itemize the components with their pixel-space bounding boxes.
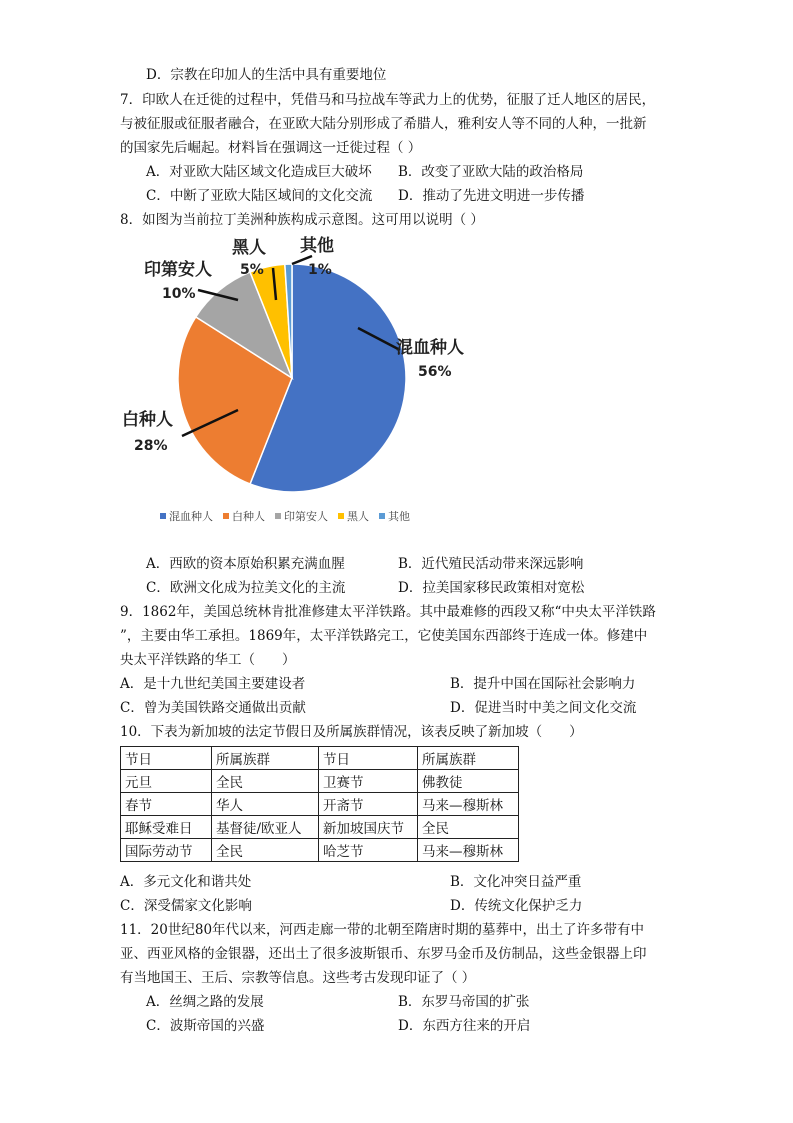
table-cell: 所属族群	[418, 747, 519, 770]
legend-label: 其他	[388, 510, 410, 523]
table-cell: 全民	[212, 839, 319, 862]
q10-option-a[interactable]: A．多元文化和谐共处	[120, 874, 252, 890]
q10-option-c[interactable]: C．深受儒家文化影响	[120, 898, 252, 914]
q9-option-a[interactable]: A．是十九世纪美国主要建设者	[120, 676, 306, 692]
q7-stem-line1: 7．印欧人在迁徙的过程中，凭借马和马拉战车等武力上的优势，征服了迁人地区的居民，	[120, 92, 656, 108]
table-cell: 马来—穆斯林	[418, 793, 519, 816]
pie-pct-black: 5%	[240, 262, 264, 278]
legend-swatch	[338, 513, 344, 519]
pie-label-mixed: 混血种人	[396, 338, 464, 358]
q8-option-b[interactable]: B．近代殖民活动带来深远影响	[398, 556, 584, 572]
table-cell: 节日	[121, 747, 212, 770]
pie-pct-other: 1%	[308, 262, 332, 278]
legend-label: 印第安人	[284, 510, 328, 523]
q7-option-a[interactable]: A．对亚欧大陆区域文化造成巨大破坏	[146, 164, 372, 180]
legend-label: 黑人	[347, 510, 369, 523]
legend-swatch	[379, 513, 385, 519]
pie-label-indian: 印第安人	[144, 260, 212, 280]
q10-option-b[interactable]: B．文化冲突日益严重	[450, 874, 582, 890]
legend-item-indian	[275, 508, 328, 524]
q11-option-a[interactable]: A．丝绸之路的发展	[146, 994, 264, 1010]
festival-table	[120, 746, 519, 862]
q11-stem-line2: 亚、西亚风格的金银器，还出土了很多波斯银币、东罗马金币及仿制品，这些金银器上印	[120, 946, 647, 962]
q11-option-b[interactable]: B．东罗马帝国的扩张	[398, 994, 530, 1010]
pie-label-black: 黑人	[232, 238, 266, 258]
q10-stem-line1: 10．下表为新加坡的法定节假日及所属族群情况，该表反映了新加坡（ ）	[120, 724, 583, 740]
table-cell: 所属族群	[212, 747, 319, 770]
table-row	[121, 839, 519, 862]
q8-stem-line1: 8．如图为当前拉丁美洲种族构成示意图。这可用以说明（ ）	[120, 212, 484, 228]
table-cell: 全民	[418, 816, 519, 839]
q11-stem-line3: 有当地国王、王后、宗教等信息。这些考古发现印证了（ ）	[120, 970, 476, 986]
q7-option-b[interactable]: B．改变了亚欧大陆的政治格局	[398, 164, 584, 180]
table-row	[121, 747, 519, 770]
q9-stem-line3: 央太平洋铁路的华工（ ）	[120, 652, 296, 668]
legend-item-other	[379, 508, 410, 524]
legend-swatch	[160, 513, 166, 519]
pie-legend	[160, 508, 410, 524]
pie-pct-indian: 10%	[162, 286, 196, 302]
legend-label: 混血种人	[169, 510, 213, 523]
table-cell: 开斋节	[319, 793, 418, 816]
q8-option-c[interactable]: C．欧洲文化成为拉美文化的主流	[146, 580, 346, 596]
legend-item-mixed	[160, 508, 213, 524]
q11-option-d[interactable]: D．东西方往来的开启	[398, 1018, 531, 1034]
q9-option-c[interactable]: C．曾为美国铁路交通做出贡献	[120, 700, 306, 716]
q8-option-d[interactable]: D．拉美国家移民政策相对宽松	[398, 580, 585, 596]
q9-option-d[interactable]: D．促进当时中美之间文化交流	[450, 700, 637, 716]
q10-option-d[interactable]: D．传统文化保护乏力	[450, 898, 583, 914]
q9-option-b[interactable]: B．提升中国在国际社会影响力	[450, 676, 636, 692]
legend-swatch	[275, 513, 281, 519]
q9-stem-line2: ”，主要由华工承担。1869年，太平洋铁路完工，它使美国东西部终于连成一体。修建中	[120, 628, 648, 644]
q11-stem-line1: 11．20世纪80年代以来，河西走廊一带的北朝至隋唐时期的墓葬中，出土了许多带有中	[120, 922, 645, 938]
q8-option-a[interactable]: A．西欧的资本原始积累充满血腥	[146, 556, 345, 572]
legend-swatch	[223, 513, 229, 519]
table-cell: 耶稣受难日	[121, 816, 212, 839]
pie-pct-mixed: 56%	[418, 364, 452, 380]
pie-label-white: 白种人	[122, 410, 173, 430]
pie-pct-white: 28%	[134, 438, 168, 454]
q7-option-c[interactable]: C．中断了亚欧大陆区域间的文化交流	[146, 188, 373, 204]
table-cell: 元旦	[121, 770, 212, 793]
q6-option-d: D．宗教在印加人的生活中具有重要地位	[146, 67, 387, 83]
q11-option-c[interactable]: C．波斯帝国的兴盛	[146, 1018, 265, 1034]
table-cell: 哈芝节	[319, 839, 418, 862]
pie-label-other: 其他	[300, 236, 334, 256]
q9-stem-line1: 9．1862年，美国总统林肯批准修建太平洋铁路。其中最难修的西段又称“中央太平洋铁路	[120, 604, 656, 620]
table-cell: 佛教徒	[418, 770, 519, 793]
q7-stem-line2: 与被征服或征服者融合，在亚欧大陆分别形成了希腊人，雅利安人等不同的人种，一批新	[120, 116, 647, 132]
table-cell: 基督徒/欧亚人	[212, 816, 319, 839]
table-cell: 卫赛节	[319, 770, 418, 793]
q7-option-d[interactable]: D．推动了先进文明进一步传播	[398, 188, 585, 204]
table-row	[121, 793, 519, 816]
table-cell: 全民	[212, 770, 319, 793]
legend-item-white	[223, 508, 265, 524]
pie-chart	[110, 230, 530, 550]
legend-label: 白种人	[232, 510, 265, 523]
table-cell: 新加坡国庆节	[319, 816, 418, 839]
legend-item-black	[338, 508, 369, 524]
table-cell: 华人	[212, 793, 319, 816]
table-row	[121, 770, 519, 793]
table-cell: 马来—穆斯林	[418, 839, 519, 862]
q7-stem-line3: 的国家先后崛起。材料旨在强调这一迁徙过程（ ）	[120, 140, 422, 156]
table-cell: 国际劳动节	[121, 839, 212, 862]
table-cell: 节日	[319, 747, 418, 770]
table-cell: 春节	[121, 793, 212, 816]
table-row	[121, 816, 519, 839]
